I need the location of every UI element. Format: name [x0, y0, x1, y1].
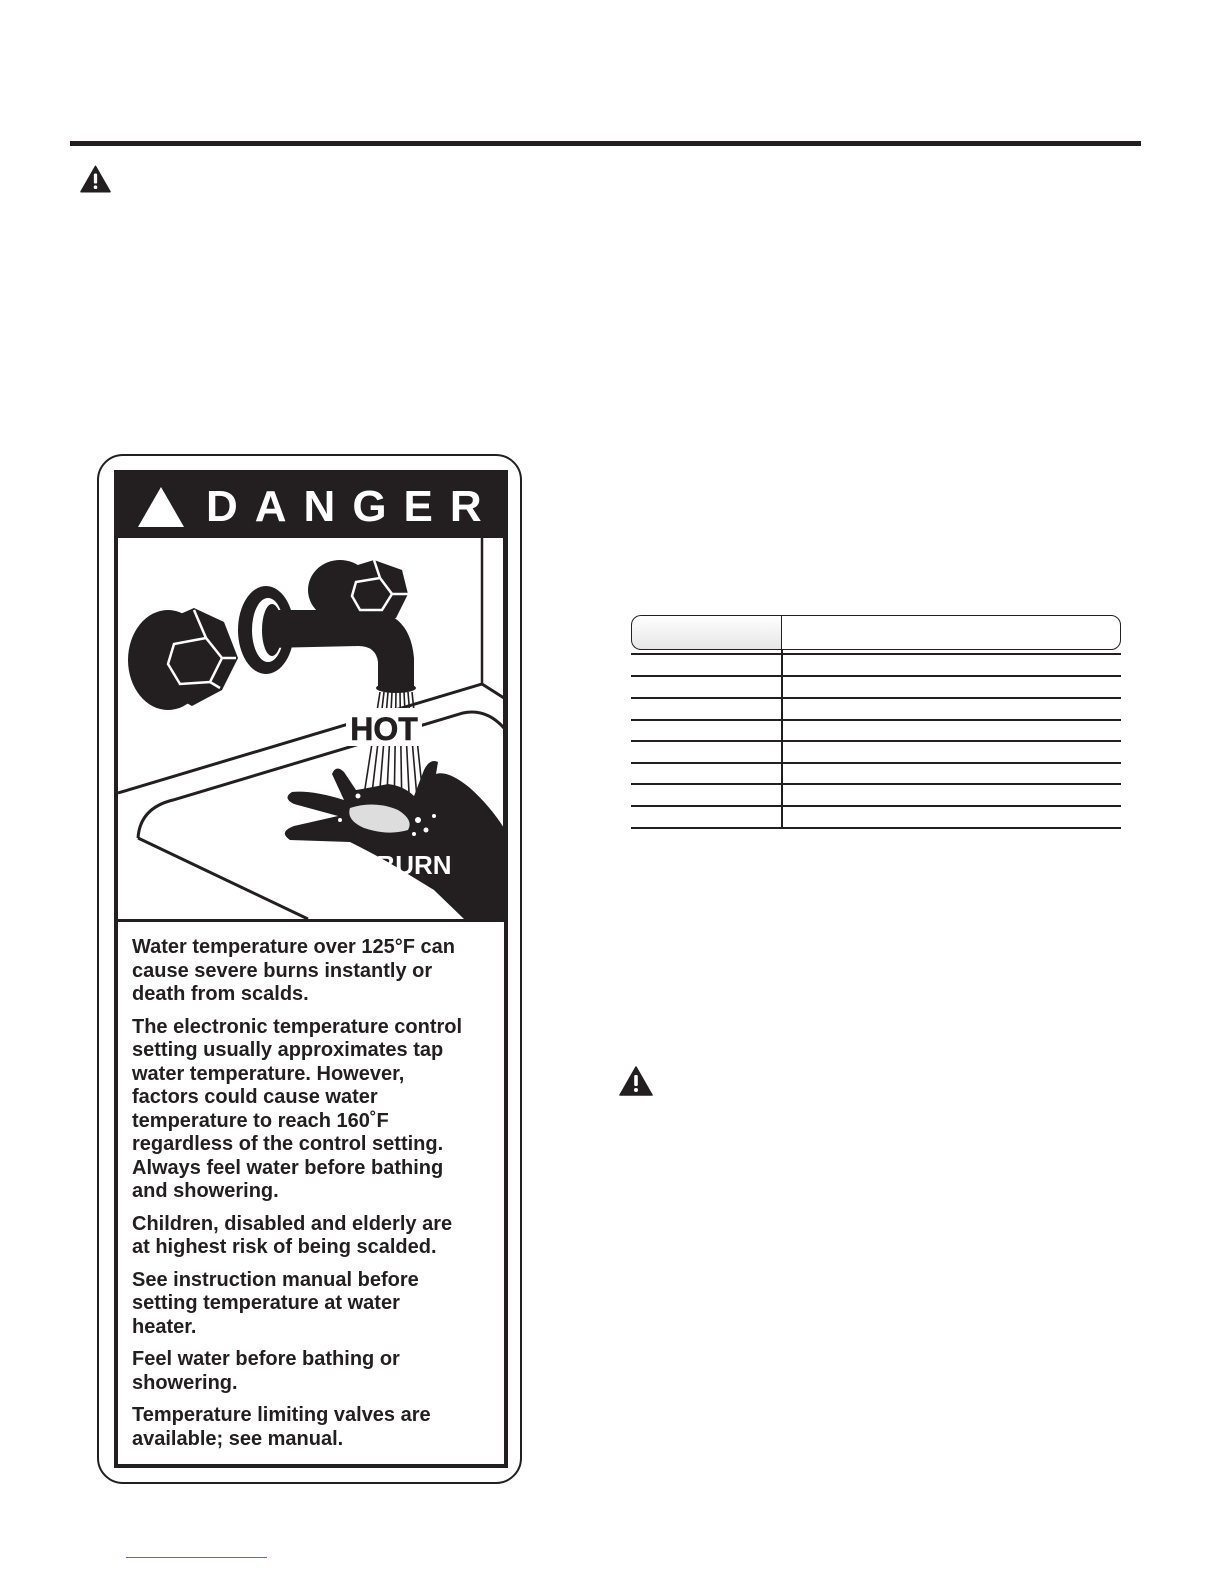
table-row-line	[631, 740, 1121, 742]
table-row-line	[631, 697, 1121, 699]
table-row-line	[631, 719, 1121, 721]
temperature-table	[631, 615, 1121, 829]
link-underline	[126, 1557, 267, 1558]
warning-triangle-icon	[619, 1066, 653, 1096]
danger-heading: DANGER	[206, 482, 499, 531]
table-header-right	[781, 615, 1121, 650]
risk-group-warning: Children, disabled and elderly are at highest risk of being scalded.	[132, 1212, 453, 1258]
hot-water-illustration	[118, 538, 504, 922]
danger-label-text	[132, 936, 502, 1460]
table-row-line	[631, 827, 1121, 829]
table-row-line	[631, 762, 1121, 764]
control-setting-warning: The electronic temperature control setting usually approximates tap water temperature. However, factors could cause water temperature to reach 160˚F regardless of the control setting. Always feel water before bathing and showering.	[132, 1015, 463, 1202]
table-row-line	[631, 653, 1121, 655]
hot-label: HOT	[350, 711, 418, 747]
table-row-line	[631, 675, 1121, 677]
danger-header	[118, 474, 504, 538]
limiting-valves-note: Temperature limiting valves are available; see manual.	[132, 1404, 431, 1450]
feel-water-instruction: Feel water before bathing or showering.	[132, 1348, 400, 1394]
danger-label	[114, 470, 508, 1468]
warning-triangle-icon	[80, 165, 111, 193]
table-row-line	[631, 805, 1121, 807]
warning-triangle-icon	[137, 486, 185, 528]
burn-label: BURN	[376, 850, 452, 880]
scald-temperature-warning: Water temperature over 125°F can cause severe burns instantly or death from scalds.	[132, 936, 455, 1005]
table-row-line	[631, 783, 1121, 785]
manual-instruction: See instruction manual before setting temperature at water heater.	[132, 1268, 419, 1338]
table-header-left	[631, 615, 781, 650]
top-rule	[70, 141, 1141, 146]
